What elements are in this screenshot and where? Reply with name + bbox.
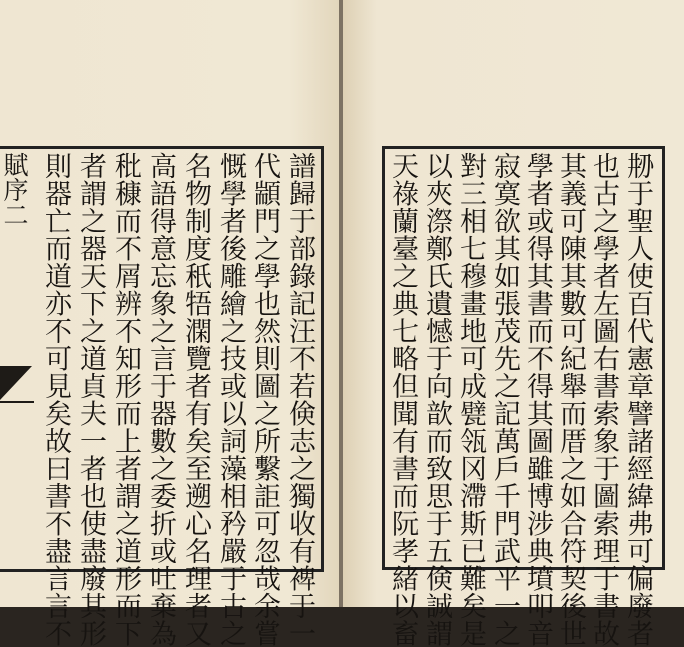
left-column-5: 高語得意忘象之言于器數之委折或吐棄為	[145, 152, 176, 647]
right-column-8-tail: 天祿蘭臺之典七略但聞有書而阮孝緒以畜	[387, 152, 418, 647]
right-column-1: 刱于聖人使百代憲章譬諸經緯弗可偏廢者	[622, 152, 653, 647]
fishtail-ornament	[0, 362, 34, 404]
left-column-6: 秕穅而不屑辨不知形而上者謂之道形而下	[110, 152, 141, 647]
right-column-3: 其義可陳其數可紀舉而厝之如合符契後世	[555, 152, 586, 647]
right-column-4: 學者或得其書而不得其圖雖博涉典墳叩音	[522, 152, 553, 647]
right-column-7: 以夾漈鄭氏遺憾于向歆而致思于五倹誠謂	[421, 152, 452, 647]
right-column-6: 對三相七穆畫地可成甓瓴冈滯斯已難矣是	[455, 152, 486, 647]
right-column-5: 寂寞欲其如張茂先之記萬戶千門武平一之	[489, 152, 520, 647]
right-column-2: 也古之學者左圖右書索象于圖索理于書故	[588, 152, 619, 647]
left-column-8: 則器亡而道亦不可見矣故曰書不盡言言不	[40, 152, 71, 647]
left-column-1: 譜歸于部錄記汪不若倹志之獨收有裨于一	[284, 152, 315, 647]
left-column-2: 代顓門之學也然則圖之所繫詎可忽哉余嘗	[249, 152, 280, 647]
left-column-4: 名物制度秖牾澖覽者有矣至遡心名理者又	[180, 152, 211, 647]
left-column-7: 者謂之器天下之道貞夫一者也使盡廢其形	[75, 152, 106, 647]
left-column-3: 慨學者後雕繪之技或以詞藻相矜嚴于古之	[215, 152, 246, 647]
left-page-margin-label: 賦序二	[0, 152, 29, 227]
